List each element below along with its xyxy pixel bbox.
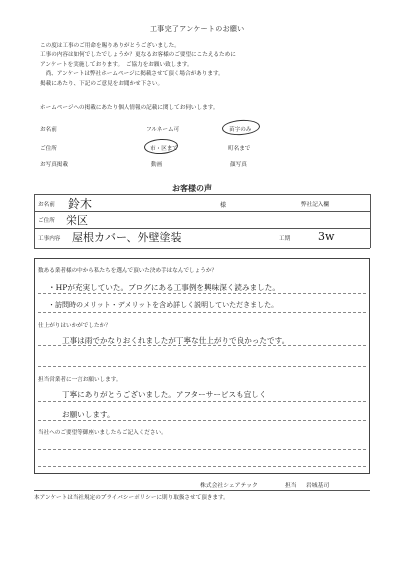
answer-line — [38, 293, 366, 294]
answer-1-line-2: ・訪問時のメリット・デメリットを含め詳しく説明していただきました。 — [48, 301, 279, 309]
privacy-label-photo: お写真掲載 — [40, 162, 68, 168]
option-town[interactable]: 町名まで — [228, 146, 251, 152]
company-name: 株式会社シェアテック — [200, 483, 258, 489]
answer-line — [38, 366, 366, 367]
answer-line — [38, 449, 366, 450]
name-value: 鈴木 — [68, 197, 93, 211]
question-2: 仕上がりはいかがでしたか？ — [38, 323, 111, 329]
privacy-policy-note: 本アンケートは当社規定のプライバシーポリシーに則り取扱させて頂きます。 — [34, 495, 229, 501]
divider — [370, 194, 371, 248]
work-label: 工事内容 — [38, 236, 61, 242]
intro-line: 工事の内容は如何でしたでしょうか？更なるお客様のご要望にこたえるために — [40, 52, 236, 59]
privacy-heading: ホームページへの掲載にあたり個人情報の記載に関してお伺いします。 — [40, 105, 219, 111]
answer-3-line-2: お願いします。 — [62, 410, 115, 419]
work-value: 屋根カバー、外壁塗装 — [72, 231, 182, 244]
honorific: 様 — [220, 202, 227, 209]
duration-label: 工期 — [279, 236, 291, 242]
question-3: 担当営業者に一言お願いします。 — [38, 377, 122, 383]
answer-line — [38, 401, 366, 402]
intro-line: 尚、アンケートは弊社ホームページに掲載させて頂く場合があります。 — [40, 71, 224, 78]
customer-voice-title: お客様の声 — [172, 184, 212, 193]
address-value: 栄区 — [66, 214, 88, 227]
intro-line: アンケートを実施しております。 ご協力をお願い致します。 — [40, 61, 193, 68]
intro-text — [40, 42, 236, 89]
answer-line — [38, 312, 366, 313]
option-video[interactable]: 動画 — [151, 162, 163, 168]
option-city-ward[interactable]: 市・区まで — [150, 146, 178, 152]
answer-1-line-1: ・HPが充実していた。ブログにある工事例を興味深く読みました。 — [48, 283, 280, 292]
option-fullname[interactable]: フルネーム可 — [146, 127, 180, 133]
option-surname-only[interactable]: 苗字のみ — [229, 127, 252, 133]
rep-name: 岩城基司 — [306, 483, 330, 489]
rep-label: 担当 — [285, 483, 297, 489]
address-label: ご住所 — [38, 218, 55, 224]
divider — [34, 490, 370, 491]
company-fill-label: 弊社記入欄 — [301, 202, 329, 208]
divider — [34, 194, 35, 248]
privacy-label-name: お名前 — [40, 127, 57, 133]
answer-2-line-1: 工事は雨でかなりおくれましたが丁寧な仕上がりで良かったです。 — [62, 336, 290, 345]
duration-value: 3w — [318, 230, 335, 243]
question-4: 当社へのご要望等御座いましたらご記入ください。 — [38, 430, 167, 436]
divider — [34, 248, 370, 249]
answer-line — [38, 420, 366, 421]
intro-line: 掲載にあたり、下記のご意見をお聞かせ下さい。 — [40, 80, 164, 87]
privacy-label-address: ご住所 — [40, 146, 57, 152]
option-face-photo[interactable]: 顔写真 — [230, 162, 247, 168]
intro-line: この度は工事のご用命を賜りありがとうございました。 — [40, 43, 180, 49]
survey-title: 工事完了アンケートのお願い — [150, 25, 245, 33]
selected-circle-surname — [222, 119, 261, 137]
name-label: お名前 — [38, 202, 55, 208]
question-1: 数ある業者様の中から私たちを選んで頂いた決め手はなんでしょうか？ — [38, 268, 218, 274]
selected-circle-city — [144, 138, 179, 155]
answer-3-line-1: 丁寧にありがとうございました。アフターサービスも宜しく — [62, 390, 267, 399]
answer-line — [38, 466, 366, 467]
